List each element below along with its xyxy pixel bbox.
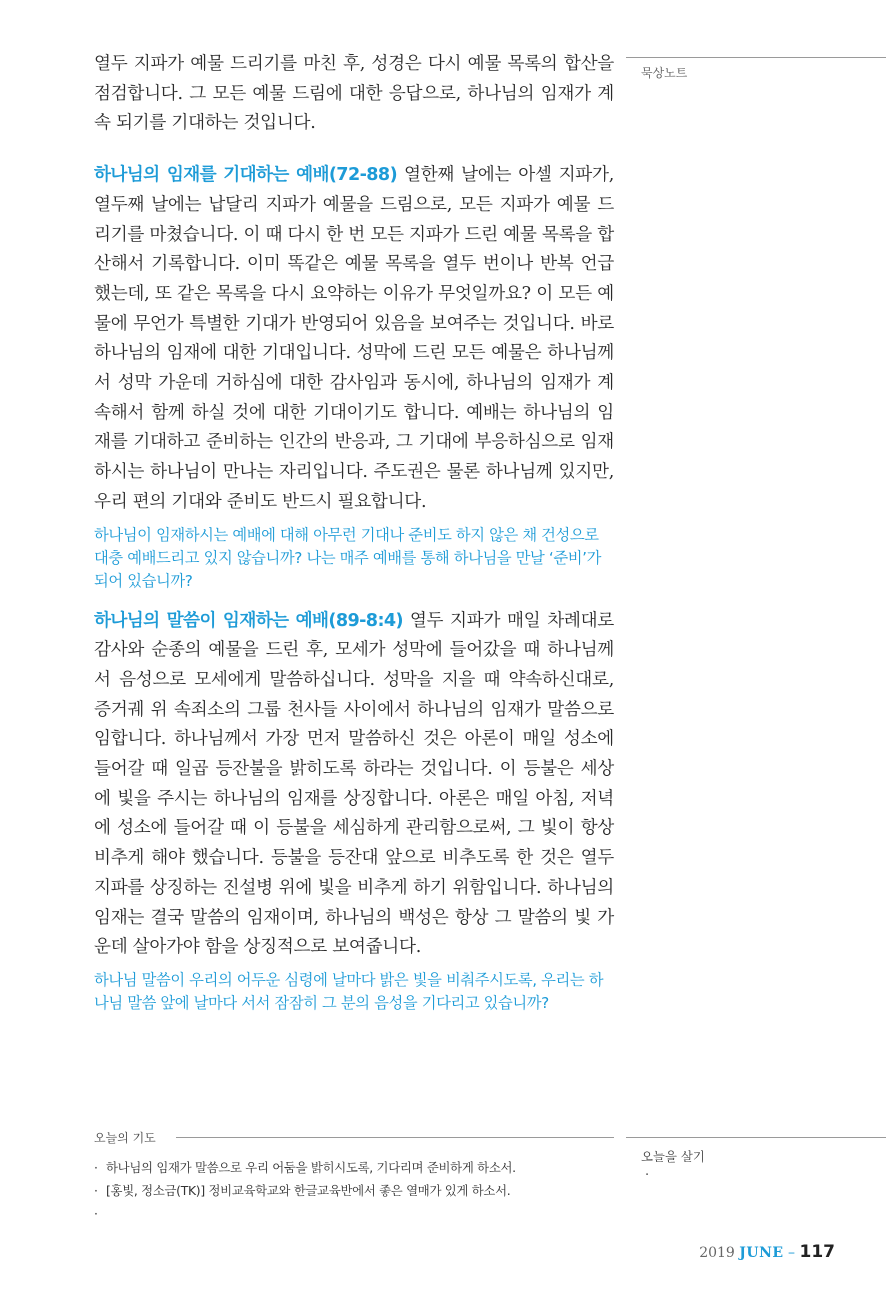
prayer-item bbox=[94, 1202, 516, 1225]
prayer-item: · [홍빛, 정소금(TK)] 정비교육학교와 한글교육반에서 좋은 열매가 있게 하소서. bbox=[94, 1179, 516, 1202]
footer-dash: – bbox=[788, 1245, 796, 1261]
section-2-question: 하나님 말씀이 우리의 어두운 심령에 날마다 밝은 빛을 비춰주시도록, 우리는 하나님 말씀 앞에 날마다 서서 잠잠히 그 분의 음성을 기다리고 있습니까? bbox=[94, 970, 604, 1012]
page-number: 117 bbox=[799, 1242, 835, 1262]
life-divider bbox=[626, 1137, 886, 1138]
life-label: 오늘을 살기 bbox=[641, 1149, 705, 1164]
page-footer bbox=[699, 1242, 835, 1262]
prayer-item: · 하나님의 임재가 말씀으로 우리 어둠을 밝히시도록, 기다리며 준비하게 하소서. bbox=[94, 1156, 516, 1179]
footer-month: JUNE bbox=[739, 1245, 784, 1261]
life-bullet: · bbox=[645, 1168, 650, 1183]
meditation-note-label: 묵상노트 bbox=[641, 66, 688, 80]
intro-paragraph: 열두 지파가 예물 드리기를 마친 후, 성경은 다시 예물 목록의 합산을 점검합니다. 그 모든 예물 드림에 대한 응답으로, 하나님의 임재가 계속 되기를 기대하는 것입니다. bbox=[94, 54, 614, 134]
section-1-paragraph bbox=[94, 161, 614, 517]
prayer-list bbox=[94, 1156, 516, 1225]
meditation-divider bbox=[626, 57, 886, 58]
footer-year: 2019 bbox=[699, 1245, 735, 1261]
section-2-body: 열두 지파가 매일 차례대로 감사와 순종의 예물을 드린 후, 모세가 성막에 들어갔을 때 하나님께서 음성으로 모세에게 말씀하십니다. 성막을 지을 때 약속하신대로, 증거궤 위 속죄소의 그룹 천사들 사이에서 하나님의 임재가 말씀으로 임합니다. 하나님께서 가장 먼저 말씀하신 것은 아론이 매일 성소에 들어갈 때 일곱 등잔불을 밝히도록 하라는 것입니다. 이 등불은 세상에 빛을 주시는 하나님의 임재를 상징합니다. 아론은 매일 아침, 저녁에 성소에 들어갈 때 이 등불을 세심하게 관리함으로써, 그 빛이 항상 비추게 해야 했습니다. 등불을 등잔대 앞으로 비추도록 한 것은 열두 지파를 상징하는 진설병 위에 빛을 비추게 하기 위함입니다. 하나님의 임재는 결국 말씀의 임재이며, 하나님의 백성은 항상 그 말씀의 빛 가운데 살아가야 함을 상징적으로 보여줍니다. bbox=[94, 610, 614, 958]
section-1-body: 열한째 날에는 아셀 지파가, 열두째 날에는 납달리 지파가 예물을 드림으로, 모든 지파가 예물 드리기를 마쳤습니다. 이 때 다시 한 번 모든 지파가 드린 예물 목록을 합산해서 기록합니다. 이미 똑같은 예물 목록을 열두 번이나 반복 언급했는데, 또 같은 목록을 다시 요약하는 이유가 무엇일까요? 이 모든 예물에 무언가 특별한 기대가 반영되어 있음을 보여주는 것입니다. 바로 하나님의 임재에 대한 기대입니다. 성막에 드린 모든 예물은 하나님께서 성막 가운데 거하심에 대한 감사임과 동시에, 하나님의 임재가 계속해서 함께 하실 것에 대한 기대이기도 합니다. 예배는 하나님의 임재를 기대하고 준비하는 인간의 반응과, 그 기대에 부응하심으로 임재하시는 하나님이 만나는 자리입니다. 주도권은 물론 하나님께 있지만, 우리 편의 기대와 준비도 반드시 필요합니다. bbox=[94, 165, 614, 512]
section-2-paragraph bbox=[94, 607, 614, 963]
prayer-label: 오늘의 기도 bbox=[94, 1131, 156, 1145]
prayer-divider bbox=[176, 1137, 614, 1138]
section-1-question: 하나님이 임재하시는 예배에 대해 아무런 기대나 준비도 하지 않은 채 건성으로 대충 예배드리고 있지 않습니까? 나는 매주 예배를 통해 하나님을 만날 ‘준비’가 되어 있습니까? bbox=[94, 525, 601, 590]
section-2-heading: 하나님의 말씀이 임재하는 예배(89-8:4) bbox=[94, 610, 403, 631]
section-1-heading: 하나님의 임재를 기대하는 예배(72-88) bbox=[94, 165, 398, 186]
main-content bbox=[94, 50, 614, 1015]
